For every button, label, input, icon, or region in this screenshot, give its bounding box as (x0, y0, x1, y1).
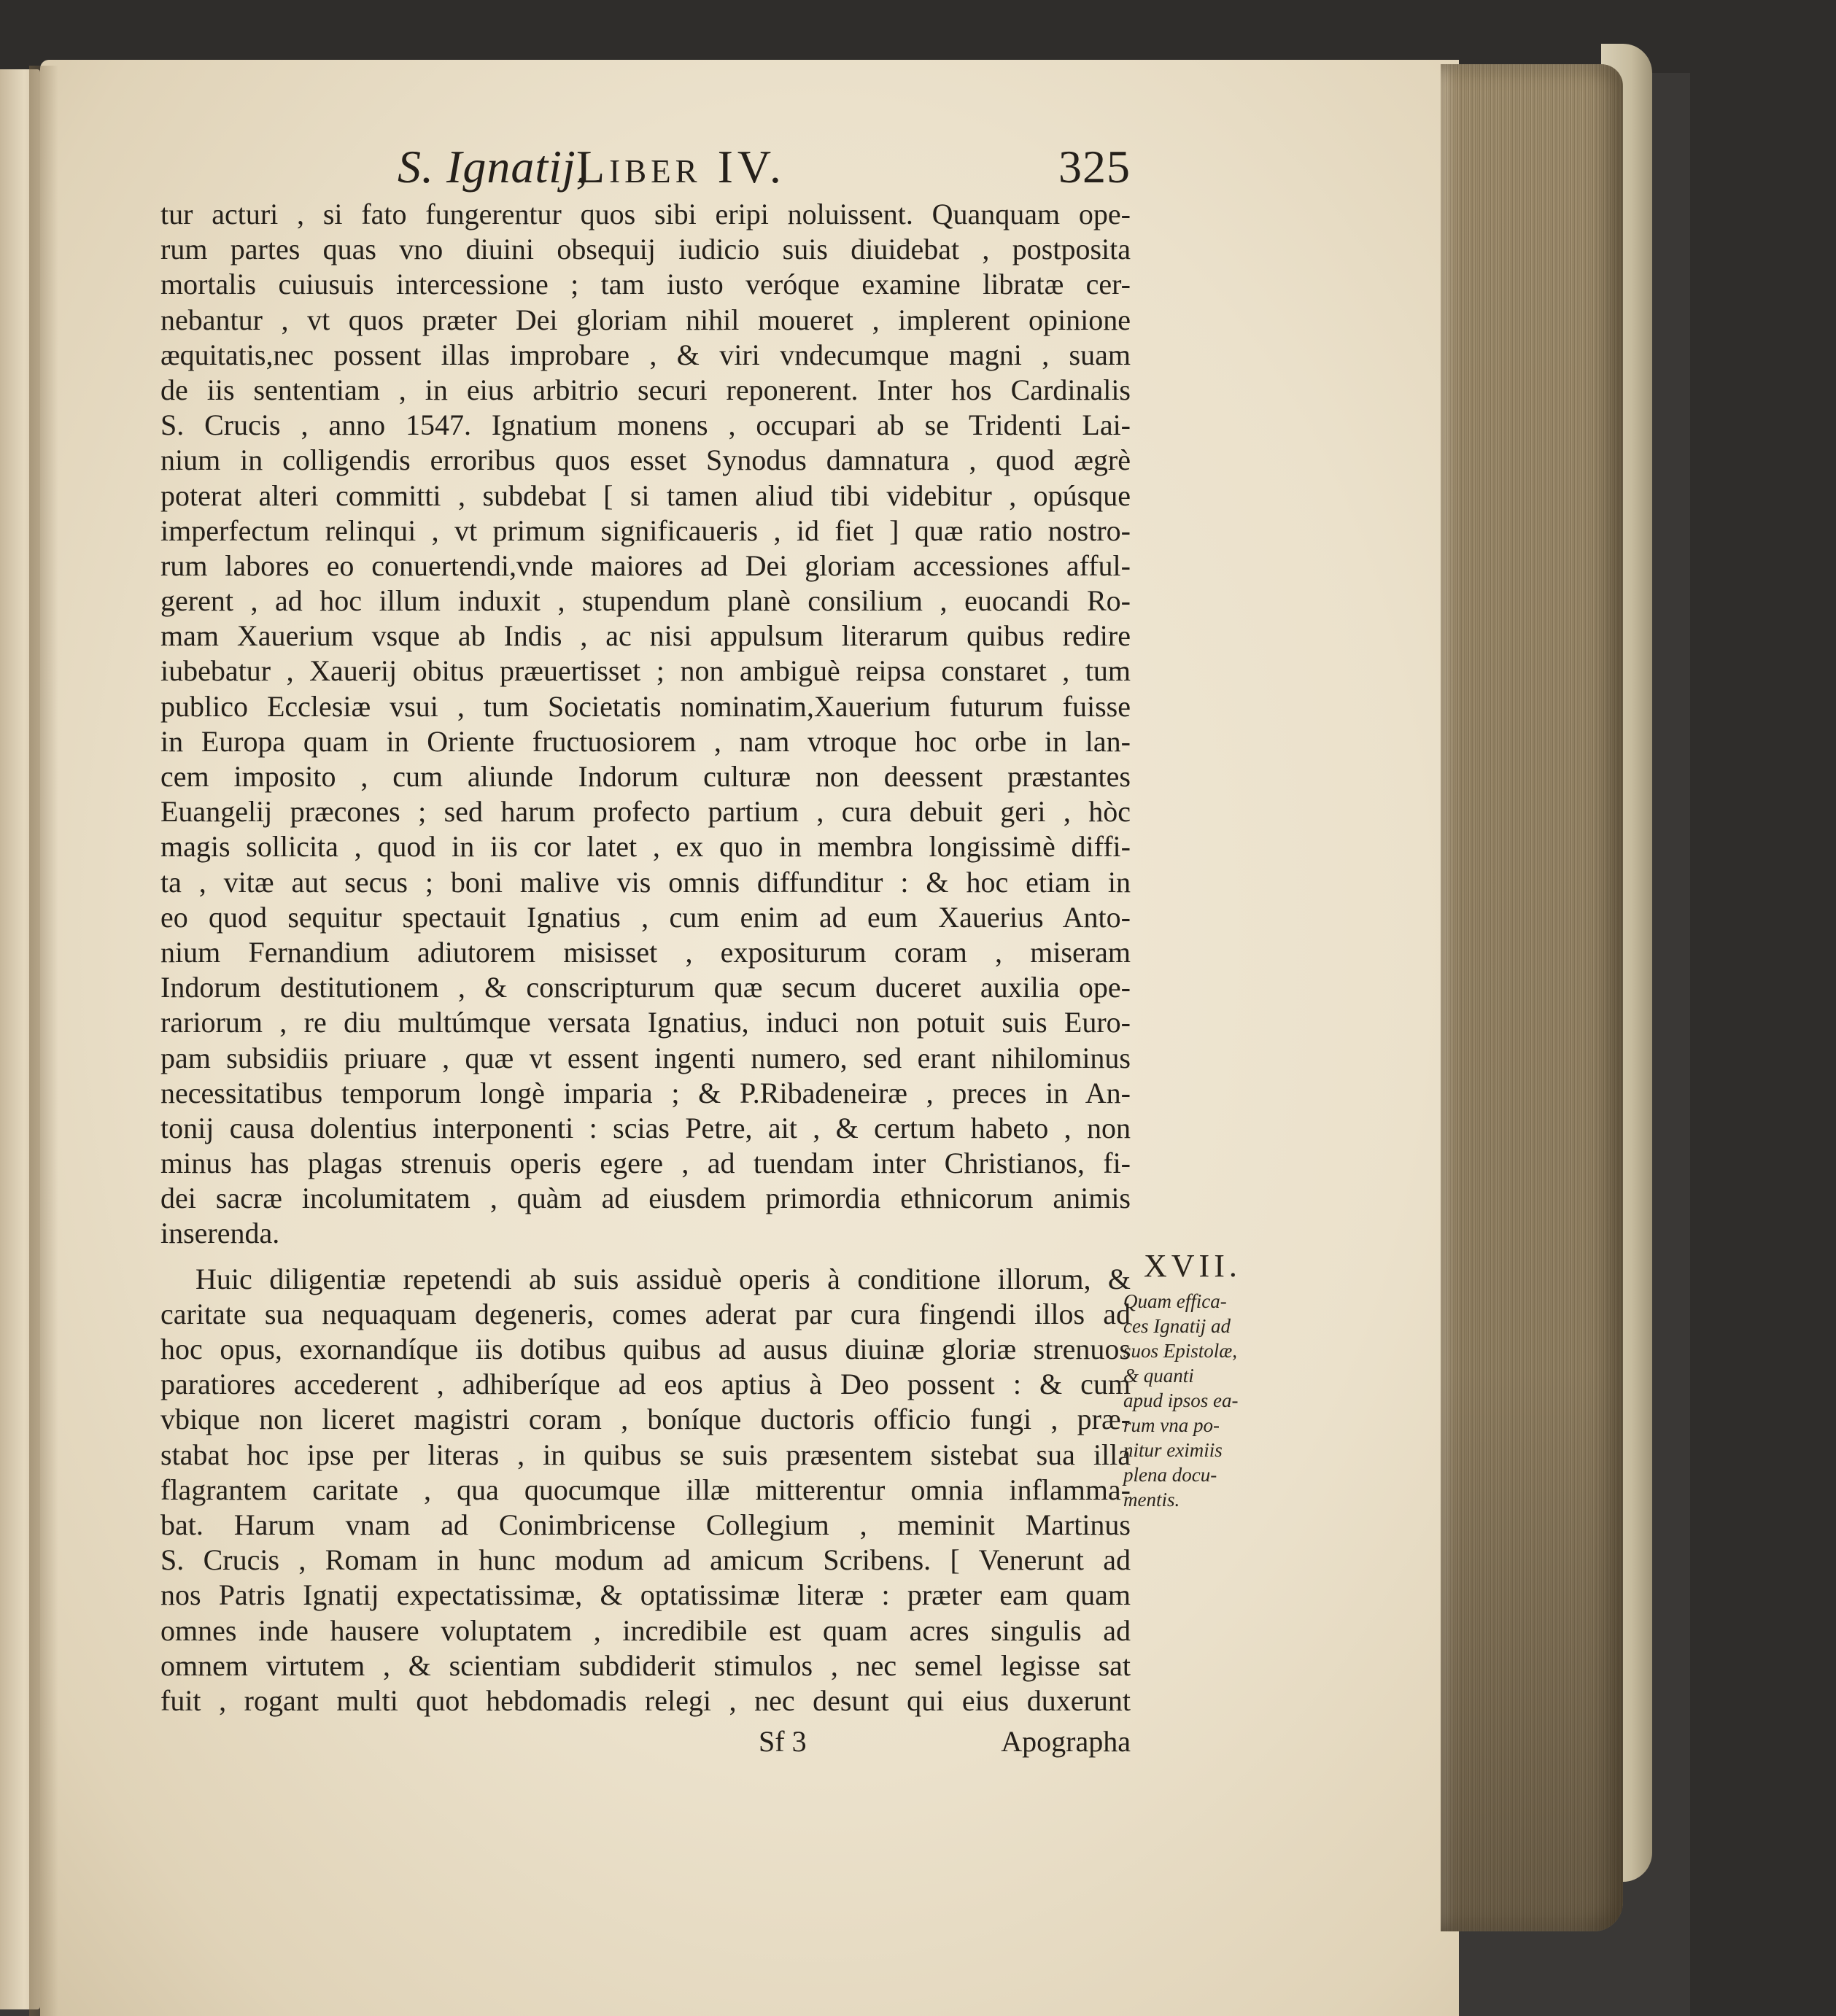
text-line: rariorum , re diu multúmque versata Ignatius, induci non potuit suis Euro- (160, 1006, 1131, 1039)
text-line: eo quod sequitur spectauit Ignatius , cum enim ad eum Xauerius Anto- (160, 900, 1131, 934)
text-line: S. Crucis , anno 1547. Ignatium monens , occupari ab se Tridenti Lai- (160, 408, 1131, 442)
paragraph-gap (160, 1252, 1131, 1262)
text-line: stabat hoc ipse per literas , in quibus se suis præsentem sistebat sua illa (160, 1438, 1131, 1471)
text-line: caritate sua nequaquam degeneris, comes aderat par cura fingendi illos ad (160, 1297, 1131, 1330)
marginal-note-line: rum vna po- (1123, 1414, 1220, 1436)
catchword: Apographa (1001, 1725, 1131, 1759)
text-line: tur acturi , si fato fungerentur quos sibi eripi noluissent. Quanquam ope- (160, 198, 1131, 230)
section-number: XVII. (1144, 1248, 1242, 1284)
marginal-note-line: apud ipsos ea- (1123, 1389, 1239, 1411)
text-line: poterat alteri committi , subdebat [ si tamen aliud tibi videbitur , opúsque (160, 478, 1131, 512)
text-line: bat. Harum vnam ad Conimbricense Collegium , meminit Martinus (160, 1508, 1131, 1541)
text-line: pam subsidiis priuare , quæ vt essent ingenti numero, sed erant nihilominus (160, 1041, 1131, 1074)
text-line: nium Fernandium adiutorem misisset , expositurum coram , miseram (160, 935, 1131, 969)
text-line: iubebatur , Xauerij obitus præuertisset ; non ambiguè reipsa constaret , tum (160, 654, 1131, 688)
body-text (160, 197, 1131, 1718)
text-block (160, 124, 1131, 1762)
text-line: dei sacræ incolumitatem , quàm ad eiusdem primordia ethnicorum animis (160, 1182, 1131, 1215)
text-line: tonij causa dolentius interponenti : scias Petre, ait , & certum habeto , non (160, 1111, 1131, 1144)
footer-line (160, 1721, 1131, 1762)
text-line: mam Xauerium vsque ab Indis , ac nisi appulsum literarum quibus redire (160, 619, 1131, 653)
marginal-note-line: & quanti (1123, 1365, 1194, 1387)
text-line: S. Crucis , Romam in hunc modum ad amicum Scribens. [ Venerunt ad (160, 1543, 1131, 1577)
text-line: nebantur , vt quos præter Dei gloriam nihil moueret , implerent opinione (160, 303, 1131, 336)
paragraph (160, 1262, 1131, 1718)
text-line: omnes inde hausere voluptatem , incredibile est quam acres singulis ad (160, 1613, 1131, 1647)
text-line: gerent , ad hoc illum induxit , stupendum planè consilium , euocandi Ro- (160, 584, 1131, 618)
running-head-book: Liber IV. (576, 141, 786, 193)
page-stack-shadow (1441, 64, 1623, 1931)
text-line: Indorum destitutionem , & conscripturum quæ secum duceret auxilia ope- (160, 971, 1131, 1004)
marginal-note-line: plena docu- (1123, 1464, 1217, 1486)
marginal-note-line: suos Epistolæ, (1123, 1340, 1238, 1362)
text-line: necessitatibus temporum longè imparia ; & P.Ribadeneiræ , preces in An- (160, 1076, 1131, 1109)
text-line: omnem virtutem , & scientiam subdiderit stimulos , nec semel legisse sat (160, 1648, 1131, 1682)
text-line: magis sollicita , quod in iis cor latet , ex quo in membra longissimè diffi- (160, 830, 1131, 864)
text-line: nium in colligendis erroribus quos esset Synodus damnatura , quod ægrè (160, 443, 1131, 477)
marginal-note-line: Quam effica- (1123, 1290, 1227, 1312)
text-line: vbique non liceret magistri coram , boníque ductoris officio fungi , præ- (160, 1403, 1131, 1436)
text-line: nos Patris Ignatij expectatissimæ, & optatissimæ literæ : præter eam quam (160, 1578, 1131, 1612)
text-line: rum partes quas vno diuini obsequij iudicio suis diuidebat , postposita (160, 233, 1131, 266)
marginal-note-line: mentis. (1123, 1489, 1180, 1511)
dark-backdrop-right (1690, 0, 1836, 2016)
text-line: in Europa quam in Oriente fructuosiorem , nam vtroque hoc orbe in lan- (160, 724, 1131, 758)
text-line: hoc opus, exornandíque iis dotibus quibus ad ausus diuinæ gloriæ strenuos (160, 1333, 1131, 1365)
text-line: inserenda. (160, 1217, 280, 1250)
signature-mark: Sf 3 (759, 1725, 807, 1759)
text-line: cem imposito , cum aliunde Indorum culturæ non deessent præstantes (160, 760, 1131, 793)
text-line: rum labores eo conuertendi,vnde maiores ad Dei gloriam accessiones afful- (160, 548, 1131, 582)
text-line: flagrantem caritate , qua quocumque illæ mitterentur omnia inflamma- (160, 1473, 1131, 1506)
page-gutter (29, 66, 58, 2016)
text-line: mortalis cuiusuis intercessione ; tam iusto veróque examine libratæ cer- (160, 268, 1131, 301)
text-line: publico Ecclesiæ vsui , tum Societatis nominatim,Xauerium futurum fuisse (160, 689, 1131, 723)
text-line: Huic diligentiæ repetendi ab suis assiduè operis à conditione illorum, & (195, 1262, 1131, 1295)
running-head (160, 124, 1131, 197)
paragraph (160, 197, 1131, 1252)
text-line: æquitatis,nec possent illas improbare , & viri vndecumque magni , suam (160, 338, 1131, 371)
marginal-note-text (1123, 1289, 1277, 1512)
text-line: imperfectum relinqui , vt primum significaueris , id fiet ] quæ ratio nostro- (160, 513, 1131, 547)
text-line: fuit , rogant multi quot hebdomadis relegi , nec desunt qui eius duxerunt (160, 1683, 1131, 1717)
page-number: 325 (1058, 141, 1131, 193)
marginal-note-line: ces Ignatij ad (1123, 1315, 1231, 1337)
text-line: minus has plagas strenuis operis egere , ad tuendam inter Christianos, fi- (160, 1147, 1131, 1180)
marginal-note-line: nitur eximiis (1123, 1439, 1223, 1461)
text-line: Euangelij præcones ; sed harum profecto partium , cura debuit geri , hòc (160, 795, 1131, 829)
running-head-title: S. Ignatij, (398, 141, 589, 193)
marginal-note (1123, 1247, 1277, 1512)
text-line: paratiores accederent , adhiberíque ad eos aptius à Deo possent : & cum (160, 1368, 1131, 1401)
text-line: ta , vitæ aut secus ; boni malive vis omnis diffunditur : & hoc etiam in (160, 865, 1131, 899)
text-line: de iis sententiam , in eius arbitrio securi reponerent. Inter hos Cardinalis (160, 373, 1131, 406)
